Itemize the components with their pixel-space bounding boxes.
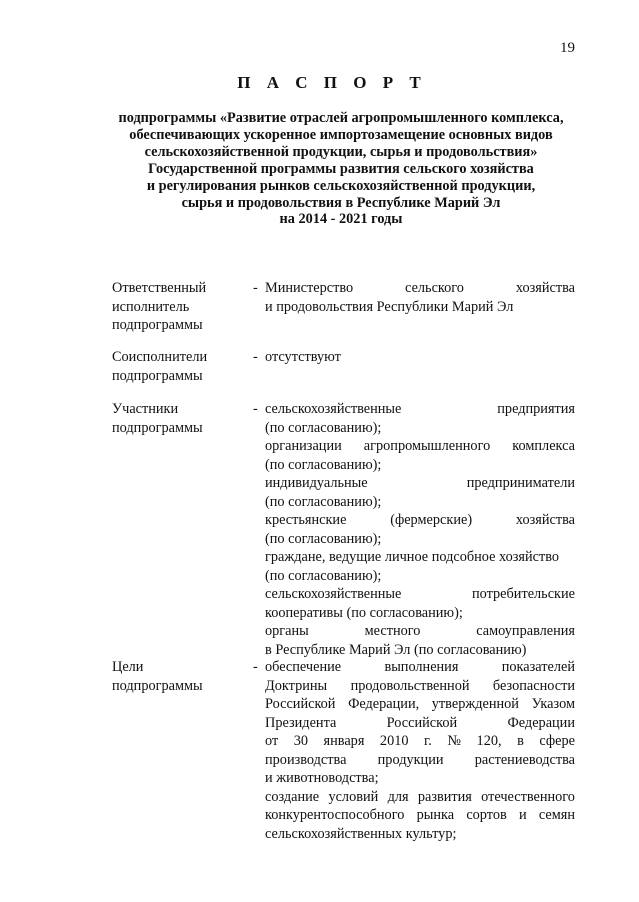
word: сортов xyxy=(466,807,507,823)
label-line: подпрограммы xyxy=(112,367,203,384)
word: 2010 xyxy=(379,733,409,749)
page-number: 19 xyxy=(560,40,575,56)
content-line: и животноводства; xyxy=(265,770,379,786)
word: отечественного xyxy=(481,788,575,805)
content-line xyxy=(265,658,575,677)
word: потребительские xyxy=(472,586,575,602)
word: от xyxy=(265,733,279,749)
word: в xyxy=(517,733,524,749)
word: сельскохозяйственные xyxy=(265,401,402,417)
word: продукции xyxy=(377,751,444,768)
word: продовольственной xyxy=(350,677,470,694)
dash-separator: - xyxy=(253,401,258,417)
word: Доктрины xyxy=(265,677,328,694)
content-line: (по согласованию); xyxy=(265,419,382,436)
content-line: и продовольствия Республики Марий Эл xyxy=(265,298,514,315)
content-line: отсутствуют xyxy=(265,349,341,365)
word: утвержденной xyxy=(431,696,519,712)
word: сфере xyxy=(539,733,575,749)
label-line: исполнитель xyxy=(112,298,190,315)
word: Российской xyxy=(265,696,336,712)
content-line xyxy=(265,622,575,641)
document-title: П А С П О Р Т xyxy=(237,73,427,92)
word: органы xyxy=(265,623,309,639)
content-line: сельскохозяйственных культур; xyxy=(265,825,457,842)
word: предприятия xyxy=(497,401,575,417)
word: 120, xyxy=(476,733,502,749)
word: создание xyxy=(265,788,320,805)
label-line: подпрограммы xyxy=(112,419,203,436)
word: г. xyxy=(424,733,432,749)
section-content xyxy=(265,400,575,659)
label-line: Участники xyxy=(112,401,179,417)
word: для xyxy=(387,788,409,805)
content-line xyxy=(265,400,575,419)
word: индивидуальные xyxy=(265,475,368,491)
label-line: Ответственный xyxy=(112,280,207,296)
content-line xyxy=(265,677,575,696)
label-line: Соисполнители xyxy=(112,349,208,365)
subtitle-line: обеспечивающих ускоренное импортозамещение основных видов xyxy=(129,126,553,143)
content-line xyxy=(265,474,575,493)
word: комплекса xyxy=(512,438,575,454)
content-line: (по согласованию); xyxy=(265,493,382,510)
word: (фермерские) xyxy=(390,512,473,528)
word: хозяйства xyxy=(515,280,575,296)
content-line xyxy=(265,437,575,456)
word: конкурентоспособного xyxy=(265,807,405,823)
word: организации xyxy=(265,438,342,454)
content-line: кооперативы (по согласованию); xyxy=(265,604,463,621)
word: семян xyxy=(538,807,575,823)
word: сельского xyxy=(405,280,464,296)
subtitle-line: и регулирования рынков сельскохозяйственной продукции, xyxy=(146,177,536,194)
content-line xyxy=(265,788,575,807)
word: Федерации xyxy=(507,714,575,731)
section-content xyxy=(265,279,575,316)
section-label xyxy=(112,279,247,335)
word: Президента xyxy=(265,714,337,731)
content-line xyxy=(265,751,575,770)
content-line xyxy=(265,511,575,530)
document-subtitle xyxy=(85,110,597,228)
subtitle-line: Государственной программы развития сельского хозяйства xyxy=(148,160,534,177)
content-line: (по согласованию); xyxy=(265,567,382,584)
word: Указом xyxy=(531,696,575,712)
word: развития xyxy=(417,788,472,805)
word: выполнения xyxy=(384,659,459,675)
word: 30 xyxy=(293,733,309,749)
content-line: (по согласованию); xyxy=(265,530,382,547)
word: показателей xyxy=(501,659,575,675)
label-line: подпрограммы xyxy=(112,677,203,694)
word: растениеводства xyxy=(474,751,575,768)
subtitle-line: подпрограммы «Развитие отраслей агропромышленного комплекса, xyxy=(118,110,564,126)
word: крестьянские xyxy=(265,512,347,528)
word: Министерство xyxy=(265,280,354,296)
section-label xyxy=(112,348,247,385)
content-line xyxy=(265,695,575,714)
word: производства xyxy=(265,751,347,768)
subtitle-line: на 2014 - 2021 годы xyxy=(279,211,403,228)
content-line: граждане, ведущие личное подсобное хозяйство xyxy=(265,549,560,565)
content-line xyxy=(265,585,575,604)
section-label xyxy=(112,658,247,695)
word: Российской xyxy=(386,714,458,731)
word: самоуправления xyxy=(476,623,575,639)
word: хозяйства xyxy=(515,512,575,528)
content-line xyxy=(265,806,575,825)
dash-separator: - xyxy=(253,349,258,365)
word: сельскохозяйственные xyxy=(265,586,402,602)
word: рынка xyxy=(416,807,455,823)
subtitle-line: сырья и продовольствия в Республике Марий Эл xyxy=(181,194,501,211)
dash-separator: - xyxy=(253,659,258,675)
subtitle-line: сельскохозяйственной продукции, сырья и продовольствия» xyxy=(144,143,538,160)
section-content xyxy=(265,348,575,367)
content-line xyxy=(265,279,575,298)
word: обеспечение xyxy=(265,659,342,675)
content-line: в Республике Марий Эл (по согласованию) xyxy=(265,641,527,658)
content-line: (по согласованию); xyxy=(265,456,382,473)
word: условий xyxy=(328,788,379,805)
word: января xyxy=(323,733,365,749)
word: и xyxy=(518,807,527,823)
content-line xyxy=(265,732,575,751)
label-line: Цели xyxy=(112,659,144,675)
word: № xyxy=(447,733,462,749)
section-label xyxy=(112,400,247,437)
word: агропромышленного xyxy=(363,438,491,454)
word: безопасности xyxy=(492,677,575,694)
word: предприниматели xyxy=(466,475,575,491)
label-line: подпрограммы xyxy=(112,317,203,333)
section-content xyxy=(265,658,575,843)
content-line xyxy=(265,714,575,733)
word: Федерации, xyxy=(348,696,420,712)
dash-separator: - xyxy=(253,280,258,296)
word: местного xyxy=(364,623,421,639)
